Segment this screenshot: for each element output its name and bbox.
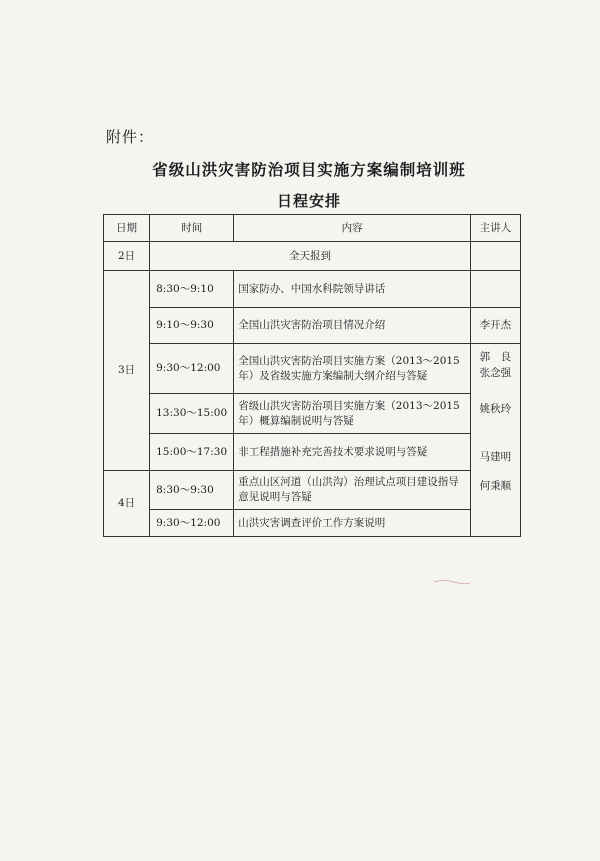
date-cell: 3日	[104, 271, 150, 471]
header-date: 日期	[104, 215, 150, 242]
table-row	[104, 308, 521, 344]
header-content: 内容	[234, 215, 471, 242]
content-cell: 非工程措施补充完善技术要求说明与答疑	[234, 434, 471, 471]
time-cell: 15:00～17:30	[150, 434, 234, 471]
table-row	[104, 434, 521, 471]
merged-speaker-cell	[470, 344, 520, 537]
table-header-row	[104, 215, 521, 242]
speaker-cell	[470, 271, 520, 308]
content-cell: 全国山洪灾害防治项目实施方案（2013～2015年）及省级实施方案编制大纲介绍与答疑	[234, 344, 471, 394]
date-cell: 4日	[104, 471, 150, 537]
document-subtitle: 日程安排	[276, 192, 341, 210]
table-row	[104, 271, 521, 308]
time-cell: 8:30～9:30	[150, 471, 234, 510]
time-cell: 9:10～9:30	[150, 308, 234, 344]
table-row	[104, 471, 521, 510]
content-cell: 省级山洪灾害防治项目实施方案（2013～2015年）概算编制说明与答疑	[234, 394, 471, 434]
time-cell: 9:30～12:00	[150, 344, 234, 394]
table-row	[104, 510, 521, 537]
header-time: 时间	[150, 215, 234, 242]
speaker-cell: 李开杰	[470, 308, 520, 344]
attachment-label: 附件：	[106, 128, 155, 146]
speaker-name: 张念强	[479, 367, 512, 379]
speaker-cell	[470, 242, 520, 271]
table-row	[104, 242, 521, 271]
speaker-name: 马建明	[479, 451, 512, 463]
speaker-name: 郭 良	[479, 351, 512, 363]
header-speaker: 主讲人	[470, 215, 520, 242]
content-cell: 全国山洪灾害防治项目情况介绍	[234, 308, 471, 344]
schedule-table	[103, 214, 521, 537]
time-cell: 8:30～9:10	[150, 271, 234, 308]
date-cell: 2日	[104, 242, 150, 271]
content-cell: 重点山区河道（山洪沟）治理试点项目建设指导意见说明与答疑	[234, 471, 471, 510]
table-row	[104, 344, 521, 394]
content-cell: 山洪灾害调查评价工作方案说明	[234, 510, 471, 537]
speaker-name: 姚秋玲	[479, 403, 512, 415]
stray-pen-mark	[432, 578, 472, 586]
document-title: 省级山洪灾害防治项目实施方案编制培训班	[152, 160, 466, 179]
content-cell: 国家防办、中国水科院领导讲话	[234, 271, 471, 308]
table-row	[104, 394, 521, 434]
time-cell: 13:30～15:00	[150, 394, 234, 434]
time-cell: 9:30～12:00	[150, 510, 234, 537]
speaker-name: 何秉顺	[479, 480, 512, 492]
content-cell: 全天报到	[150, 242, 471, 271]
